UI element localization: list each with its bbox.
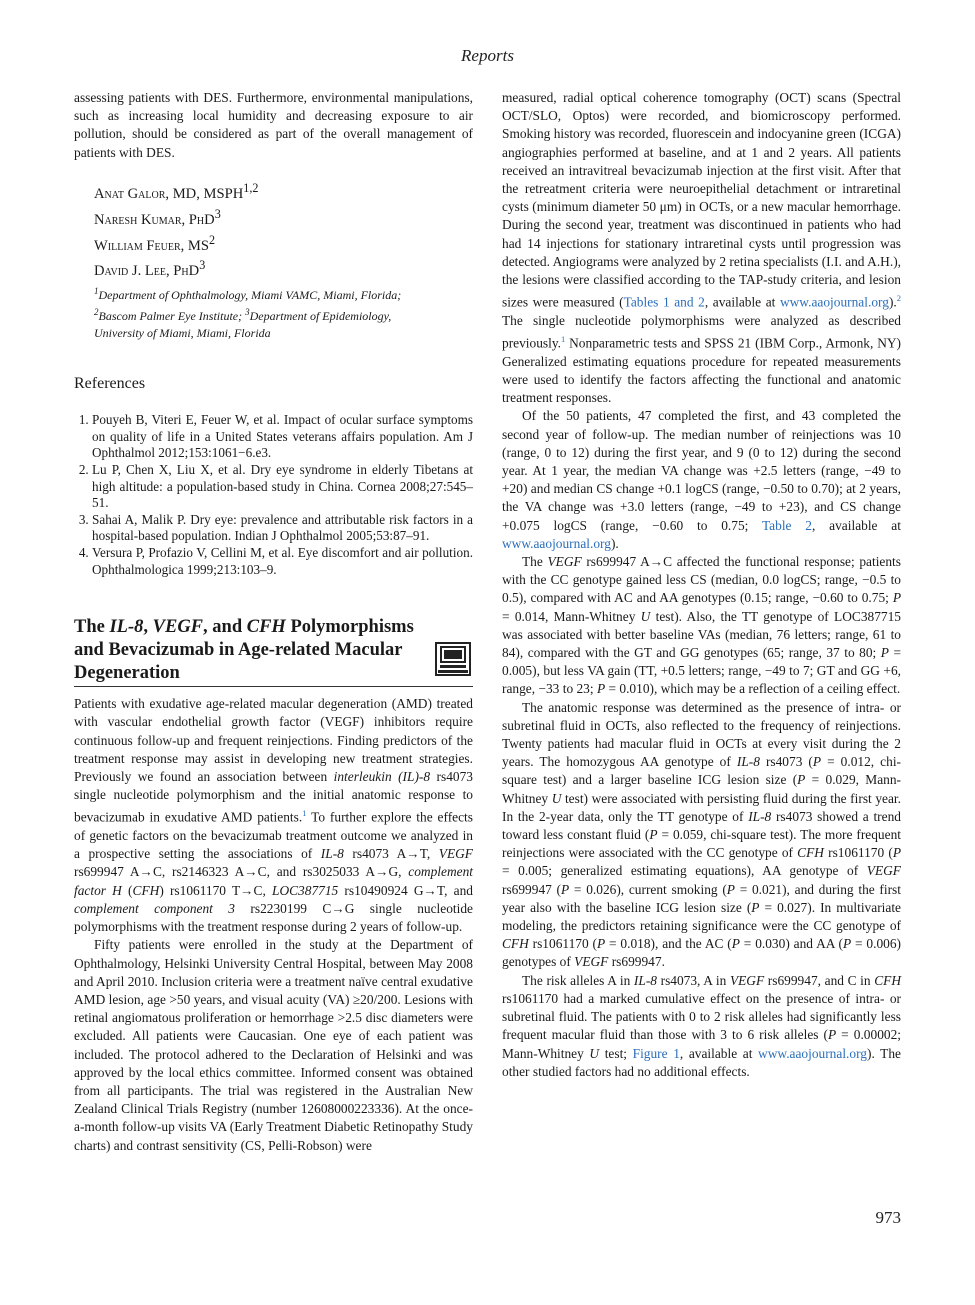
left-column <box>74 89 473 1155</box>
methods-paragraph: Fifty patients were enrolled in the study at the Department of Ophthalmology, Helsinki University Central Hospital, between May 2008 and April 2010. Inclusion criteria were a treatment naïve central exudative AMD lesion, age >50 years, and visual acuity (VA) ≥20/200. Lesions with retinal angiomatous proliferation or hemorrhage >2.5 disc diameters were excluded. All patients were Caucasian. One eye of each patient was included. The protocol adhered to the Declaration of Helsinki and was approved by the local ethics committee. Informed consent was obtained from all participants. The trial was registered in the Australian New Zealand Clinical Trials Registry (number 12608000223336). At the once-a-month follow-up visits VA (Early Treatment Diabetic Retinopathy Study charts) and contrast sensitivity (CS, Pelli-Robson) were <box>74 937 473 1153</box>
reference-item: 4. Versura P, Profazio V, Cellini M, et al. Eye discomfort and air pollution. Ophthalmologica 1999;213:103–9. <box>92 545 473 578</box>
results-paragraph: Of the 50 patients, 47 completed the first, and 43 completed the second year of follow-up. The median number of reinjections was 10 (range, 0 to 12) during the first year, and 9 (0 to 12) during the second year. At 1 year, the median VA change was +2.5 letters (range, −49 to +20) and median CS change +0.1 logCS (range, −0.50 to 0.70); at 2 years, the VA change was +3.0 letters (range, −49 to +23), and CS change +0.075 logCS (range, −0.60 to 0.75; Table 2, available at www.aaojournal.org). <box>502 408 901 551</box>
journal-link[interactable]: www.aaojournal.org <box>758 1045 868 1061</box>
reference-item: 3. Sahai A, Malik P. Dry eye: prevalence and attributable risk factors in a hospital-based population. Indian J Ophthalmol 2005;53:87–91. <box>92 512 473 545</box>
author: Anat Galor, MD, MSPH$^{1,2}$ <box>94 180 259 202</box>
abstract-paragraph: Patients with exudative age-related macular degeneration (AMD) treated with vascular endothelial growth factor (VEGF) inhibitors require continuous follow-up and frequent reinjections. Finding predictors of the treatment response may assist in developing new treatment strategies. Previously we found an association between interleukin (IL)-8 rs4073 single nucleotide polymorphism and the initial anatomic response to bevacizumab in exudative AMD patients.$^1$ To further explore the effects of genetic factors on the bevacizumab treatment outcome we analyzed in a prospective setting the associations of IL-8 rs4073 A→T, VEGF rs699947 A→C, rs2146323 A→C, and rs3025033 A→G, complement factor H (CFH) rs1061170 T→C, LOC387715 rs10490924 G→T, and complement component 3 rs2230199 C→G single nucleotide polymorphisms with the treatment response during 2 years of follow-up. <box>74 696 473 935</box>
affiliations: $^1$Department of Ophthalmology, Miami VAMC, Miami, Florida; $^2$Bascom Palmer Eye Institute; $^3$Department of Epidemiology, University of Miami, Miami, Florida <box>94 286 402 341</box>
author: William Feuer, $MS^2$ <box>94 232 216 254</box>
table-link[interactable]: Table 2 <box>761 517 812 533</box>
author: David J. Lee, PhD$^3$ <box>94 258 206 280</box>
risk-alleles-paragraph: The risk alleles A in IL-8 rs4073, A in VEGF rs699947, and C in CFH rs1061170 had a marked cumulative effect on the presence of intra- or subretinal fluid. The patients with 0 to 2 risk alleles had significantly less frequent macular fluid than those with 3 to 6 risk alleles (P = 0.00002; Mann-Whitney U test; Figure 1, available at www.aaojournal.org). The other studied factors had no additional effects. <box>502 972 902 1079</box>
journal-link[interactable]: www.aaojournal.org <box>502 535 611 551</box>
reference-item: 1. Pouyeh B, Viteri E, Feuer W, et al. Impact of ocular surface symptoms on quality of life in a United States veterans affairs population. Am J Ophthalmol 2012;153:1061−6.e3. <box>92 412 473 462</box>
author: Naresh Kumar, PhD$^3$ <box>94 206 221 228</box>
anatomic-response-paragraph: The anatomic response was determined as the presence of intra- or subretinal fluid in OCTs, also reflected to the frequency of reinjections. Twenty patients had macular fluid in OCTs at every visit during the 2 years. The homozygous AA genotype of IL-8 rs4073 (P = 0.012, chi-square test) and a larger baseline ICG lesion size (P = 0.029, Mann-Whitney U test) were associated with persisting fluid during the first year. In the 2-year data, only the TT genotype of IL-8 rs4073 showed a trend toward less constant fluid (P = 0.059, chi-square test). The more frequent reinjections were associated with the CC genotype of CFH rs1061170 (P = 0.005; generalized estimating equations), AA genotype of VEGF rs699947 (P = 0.026), current smoking (P = 0.021), and during the first year also with the baseline ICG lesion size (P = 0.027). In multivariate modeling, the predictors retaining significance were the CC genotype of CFH rs1061170 (P = 0.018), and the AC (P = 0.030) and AA (P = 0.006) genotypes of VEGF rs699947. <box>502 699 902 970</box>
intro-paragraph: assessing patients with DES. Furthermore, environmental manipulations, such as increasing local humidity and decreasing exposure to air pollution, should be considered as part of the overall management of patients with DES. <box>74 90 473 160</box>
article-title: The IL-8, VEGF, and CFH Polymorphisms and Bevacizumab in Age-related Macular Degeneration <box>74 617 414 684</box>
figure-link[interactable]: Figure 1 <box>632 1045 680 1061</box>
author-list <box>94 178 473 281</box>
reference-list <box>74 412 473 578</box>
page-number: 973 <box>875 1208 901 1227</box>
reference-item: 2. Lu P, Chen X, Liu X, et al. Dry eye syndrome in elderly Tibetans at high altitude: a population-based study in China. Cornea 2008;27:545–51. <box>92 462 473 512</box>
journal-link[interactable]: www.aaojournal.org <box>779 294 889 310</box>
article-title-block <box>74 616 473 687</box>
functional-response-paragraph: The VEGF rs699947 A→C affected the functional response; patients with the CC genotype gained less CS (median, 0.0 logCS; range, −0.5 to 0.5), compared with AC and AA genotypes (0.15; range, −0.60 to 0.75; P = 0.014, Mann-Whitney U test). Also, the TT genotype of LOC387715 was associated with better baseline VAs (median, 76 letters; range, 61 to 84), compared with the GT and GG genotypes (65; range, 37 to 80; P = 0.005), but less VA gain (TT, +0.5 letters; range, −49 to 7; GT and GG +6, range, −33 to 23; P = 0.010), which may be a reflection of a ceiling effect. <box>502 554 902 697</box>
online-supplement-icon <box>435 642 471 676</box>
references-heading: References <box>74 375 146 393</box>
tables-link[interactable]: Tables 1 and 2 <box>623 294 705 310</box>
methods-continued-paragraph: measured, radial optical coherence tomography (OCT) scans (Spectral OCT/SLO, Optos) were recorded, and biomicroscopy performed. Smoking history was recorded, fluorescein and indocyanine green (ICGA) angiographies performed at baseline, and at 1 and 2 years. All patients received an intravitreal bevacizumab injection at the first visit. After that the retreatment criteria were neuroepithelial detachment or intraretinal cysts (minimum diameter 50 μm) in OCTs, or a new macular hemorrhage. During the second year, treatment was discontinued in patients who had had 14 injections for stationary intraretinal cysts until progression was detected. Angiograms were analyzed by 2 retina specialists (I.I. and A.H.), the lesions were classified according to the TAP-study criteria, and lesion sizes were measured (Tables 1 and 2, available at www.aaojournal.org).$^2$ The single nucleotide polymorphisms were analyzed as described previously.$^1$ Nonparametric tests and SPSS 21 (IBM Corp., Armonk, NY) Generalized estimating equations procedure for repeated measurements were used to identify the factors affecting the functional and anatomic treatment responses. <box>502 90 901 406</box>
right-column <box>502 89 901 1081</box>
running-header: Reports <box>461 46 514 65</box>
